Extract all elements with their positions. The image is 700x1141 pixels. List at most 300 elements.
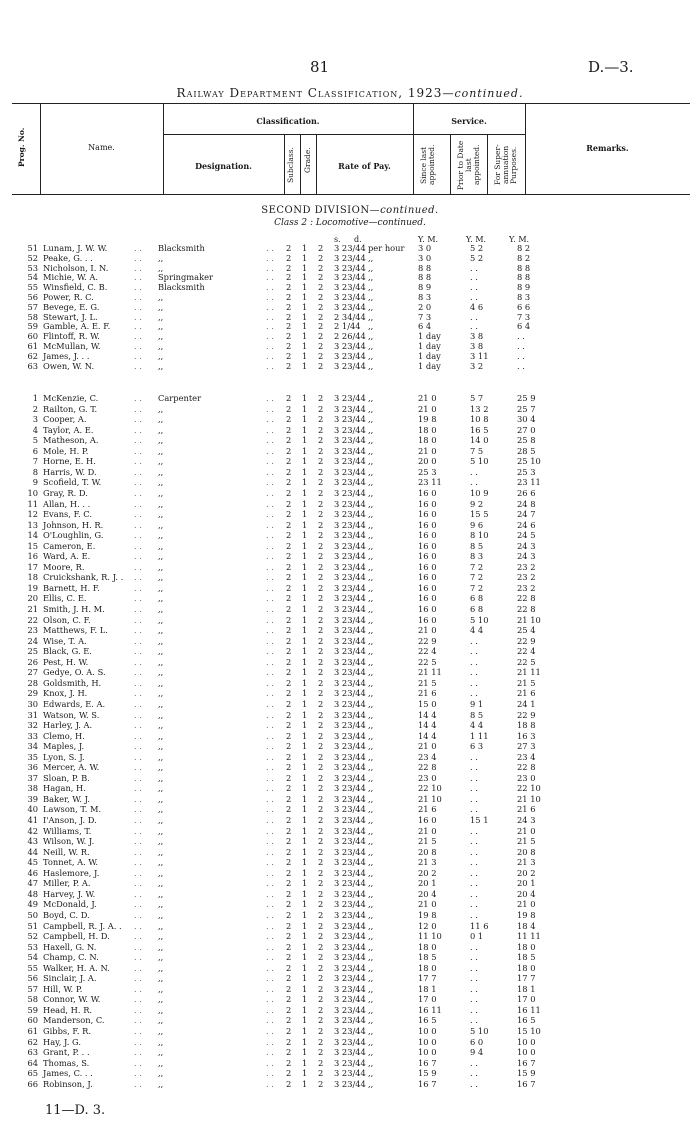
service-since-last: 16 0	[418, 593, 437, 604]
service-since-last: 10 0	[418, 1026, 437, 1036]
leader-dots: . .	[134, 751, 142, 762]
rate-pence: 3 23/44	[334, 762, 366, 773]
grade: 1	[302, 909, 308, 920]
staff-name: Railton, G. T.	[43, 403, 98, 414]
service-since-last: 8 3	[418, 292, 432, 302]
prog-number: 51	[27, 920, 38, 931]
designation: ,,	[158, 751, 164, 762]
service-superannuation: 20 2	[517, 867, 536, 878]
rate-unit: ,,	[368, 857, 374, 868]
rate-shillings: 2	[318, 857, 324, 868]
rate-unit: ,,	[368, 1026, 374, 1036]
rate-shillings: 2	[318, 614, 324, 625]
service-prior: 6 3	[470, 741, 484, 752]
service-superannuation: 22 9	[517, 709, 536, 720]
leader-dots: . .	[266, 272, 274, 283]
rate-shillings: 2	[318, 331, 324, 342]
rate-unit: ,,	[368, 540, 374, 551]
subclass: 2	[286, 625, 292, 636]
prog-number: 48	[27, 888, 38, 899]
table-row	[0, 615, 700, 625]
staff-name: Flintoff, R. W.	[43, 331, 100, 342]
designation: ,,	[158, 973, 164, 984]
table-row	[0, 253, 700, 263]
table-row	[0, 688, 700, 698]
service-prior: 8 3	[470, 551, 484, 562]
prog-number: 61	[27, 341, 38, 351]
staff-name: Hay, J. G.	[43, 1036, 81, 1047]
leader-dots: . .	[134, 252, 142, 263]
rate-pence: 3 23/44	[334, 983, 366, 994]
rate-shillings: 2	[318, 350, 324, 361]
service-superannuation: 23 2	[517, 582, 536, 593]
rate-pence: 3 23/44	[334, 836, 366, 847]
leader-dots: . .	[266, 815, 274, 825]
rate-unit: ,,	[368, 1015, 374, 1026]
rate-pence: 3 23/44	[334, 815, 366, 825]
service-since-last: 21 6	[418, 688, 437, 699]
staff-name: Haslemore, J.	[43, 867, 100, 878]
service-superannuation: 23 4	[517, 751, 536, 762]
leader-dots: . .	[266, 498, 274, 509]
subclass: 2	[286, 424, 292, 435]
table-row	[0, 994, 700, 1004]
subclass: 2	[286, 899, 292, 910]
grade: 1	[302, 572, 308, 583]
header-rule-bottom	[12, 194, 690, 195]
rate-unit: ,,	[368, 846, 374, 857]
rate-shillings: 2	[318, 667, 324, 678]
leader-dots: . .	[266, 698, 274, 709]
service-superannuation: 24 3	[517, 551, 536, 562]
subclass: 2	[286, 572, 292, 583]
service-prior: . .	[470, 846, 478, 857]
service-since-last: 18 1	[418, 983, 437, 994]
service-since-last: 23 4	[418, 751, 437, 762]
rate-shillings: 2	[318, 1047, 324, 1058]
leader-dots: . .	[134, 867, 142, 878]
subclass: 2	[286, 857, 292, 868]
grade: 1	[302, 878, 308, 889]
leader-dots: . .	[266, 973, 274, 984]
rate-pence: 3 23/44	[334, 1078, 366, 1089]
subclass: 2	[286, 466, 292, 477]
table-row	[0, 973, 700, 983]
prog-number: 6	[32, 445, 38, 456]
service-since-last: 17 0	[418, 994, 437, 1005]
rate-pence: 2 1/44	[334, 321, 361, 332]
rate-pence: 3 23/44	[334, 646, 366, 657]
leader-dots: . .	[134, 793, 142, 804]
service-since-last: 16 5	[418, 1015, 437, 1026]
staff-name: James, J. . .	[43, 350, 90, 361]
service-since-last: 10 0	[418, 1047, 437, 1058]
leader-dots: . .	[134, 836, 142, 847]
rate-pence: 3 23/44	[334, 846, 366, 857]
service-prior: . .	[470, 1004, 478, 1015]
service-prior: 5 10	[470, 456, 489, 467]
grade: 1	[302, 614, 308, 625]
service-since-last: 21 0	[418, 403, 437, 414]
rate-pence: 3 23/44	[334, 804, 366, 815]
leader-dots: . .	[266, 899, 274, 910]
prog-number: 11	[27, 498, 38, 509]
designation: ,,	[158, 1015, 164, 1026]
rate-shillings: 2	[318, 540, 324, 551]
grade: 1	[302, 498, 308, 509]
rate-pence: 3 23/44	[334, 667, 366, 678]
designation: ,,	[158, 360, 164, 371]
rate-unit: ,,	[368, 867, 374, 878]
designation: ,,	[158, 509, 164, 520]
designation: ,,	[158, 1078, 164, 1089]
rate-shillings: 2	[318, 688, 324, 699]
service-superannuation: 18 0	[517, 941, 536, 952]
service-superannuation: 22 9	[517, 635, 536, 646]
prog-number: 55	[27, 962, 38, 973]
service-prior: . .	[470, 772, 478, 783]
leader-dots: . .	[134, 952, 142, 963]
service-superannuation: 23 0	[517, 772, 536, 783]
service-superannuation: 18 4	[517, 920, 536, 931]
rate-pence: 3 23/44	[334, 272, 366, 283]
service-prior: . .	[470, 899, 478, 910]
prog-number: 46	[27, 867, 38, 878]
table-row	[0, 562, 700, 572]
service-superannuation: 20 4	[517, 888, 536, 899]
subclass: 2	[286, 477, 292, 488]
service-superannuation: 16 3	[517, 730, 536, 741]
rate-shillings: 2	[318, 952, 324, 963]
service-since-last: 18 0	[418, 962, 437, 973]
leader-dots: . .	[134, 466, 142, 477]
rate-unit: ,,	[368, 393, 374, 403]
service-since-last: 16 0	[418, 498, 437, 509]
grade: 1	[302, 466, 308, 477]
grade: 1	[302, 435, 308, 446]
rate-unit: ,,	[368, 1036, 374, 1047]
rate-unit: ,,	[368, 1068, 374, 1079]
designation: ,,	[158, 635, 164, 646]
leader-dots: . .	[134, 262, 142, 273]
service-superannuation: 16 7	[517, 1078, 536, 1089]
designation: ,,	[158, 1068, 164, 1079]
subclass: 2	[286, 646, 292, 657]
service-superannuation: 19 8	[517, 909, 536, 920]
grade: 1	[302, 321, 308, 332]
leader-dots: . .	[266, 360, 274, 371]
leader-dots: . .	[134, 572, 142, 583]
table-row	[0, 826, 700, 836]
prog-number: 50	[27, 909, 38, 920]
service-superannuation: 22 10	[517, 783, 541, 794]
table-row	[0, 583, 700, 593]
table-row	[0, 435, 700, 445]
leader-dots: . .	[266, 540, 274, 551]
staff-name: Cooper, A.	[43, 414, 87, 425]
table-row	[0, 1005, 700, 1015]
subclass: 2	[286, 272, 292, 283]
grade: 1	[302, 403, 308, 414]
subclass: 2	[286, 815, 292, 825]
service-superannuation: 25 9	[517, 393, 536, 403]
service-superannuation: 8 2	[517, 243, 531, 253]
shilling-unit: s.	[334, 235, 341, 244]
rate-pence: 3 23/44	[334, 793, 366, 804]
leader-dots: . .	[266, 1068, 274, 1079]
rate-pence: 3 23/44	[334, 540, 366, 551]
leader-dots: . .	[134, 540, 142, 551]
grade: 1	[302, 635, 308, 646]
prog-number: 7	[32, 456, 38, 467]
designation: ,,	[158, 1036, 164, 1047]
prog-number: 9	[32, 477, 38, 488]
table-row	[0, 1047, 700, 1057]
rate-unit: ,,	[368, 888, 374, 899]
table-row	[0, 804, 700, 814]
table-row	[0, 773, 700, 783]
designation: ,,	[158, 846, 164, 857]
service-prior: . .	[470, 1057, 478, 1068]
rate-unit: ,,	[368, 688, 374, 699]
leader-dots: . .	[134, 519, 142, 530]
staff-name: Gedye, O. A. S.	[43, 667, 106, 678]
staff-name: Peake, G. . .	[43, 252, 93, 263]
rate-shillings: 2	[318, 1036, 324, 1047]
rate-pence: 3 23/44	[334, 1047, 366, 1058]
service-since-last: 25 3	[418, 466, 437, 477]
rate-pence: 3 23/44	[334, 593, 366, 604]
grade: 1	[302, 561, 308, 572]
table-row	[0, 488, 700, 498]
prog-number: 32	[27, 720, 38, 731]
leader-dots: . .	[134, 783, 142, 794]
rate-pence: 3 23/44	[334, 973, 366, 984]
subclass: 2	[286, 793, 292, 804]
rate-pence: 3 23/44	[334, 720, 366, 731]
grade: 1	[302, 646, 308, 657]
rate-pence: 3 23/44	[334, 519, 366, 530]
service-since-last: 2 0	[418, 301, 432, 312]
rate-shillings: 2	[318, 301, 324, 312]
leader-dots: . .	[134, 909, 142, 920]
prog-number: 54	[27, 952, 38, 963]
leader-dots: . .	[134, 983, 142, 994]
service-prior: . .	[470, 477, 478, 488]
table-row	[0, 604, 700, 614]
subclass: 2	[286, 262, 292, 273]
prog-number: 5	[32, 435, 38, 446]
staff-name: Wilson, W. J.	[43, 836, 95, 847]
prog-number: 51	[27, 243, 38, 253]
designation: ,,	[158, 730, 164, 741]
leader-dots: . .	[266, 456, 274, 467]
grade: 1	[302, 350, 308, 361]
table-row	[0, 361, 700, 371]
leader-dots: . .	[266, 646, 274, 657]
rate-unit: ,,	[368, 625, 374, 636]
rate-shillings: 2	[318, 635, 324, 646]
rate-shillings: 2	[318, 311, 324, 322]
rate-pence: 3 23/44	[334, 614, 366, 625]
service-since-last: 22 10	[418, 783, 442, 794]
table-row	[0, 446, 700, 456]
subclass: 2	[286, 360, 292, 371]
service-superannuation: 22 8	[517, 604, 536, 614]
grade: 1	[302, 899, 308, 910]
service-superannuation: 21 6	[517, 804, 536, 815]
grade: 1	[302, 445, 308, 456]
prog-number: 4	[32, 424, 38, 435]
running-title-suffix: —continued.	[442, 87, 524, 100]
subclass: 2	[286, 1015, 292, 1026]
rate-pence: 3 23/44	[334, 909, 366, 920]
grade: 1	[302, 243, 308, 253]
grade: 1	[302, 677, 308, 688]
service-prior: 10 9	[470, 487, 489, 498]
leader-dots: . .	[134, 341, 142, 351]
rate-shillings: 2	[318, 262, 324, 273]
staff-name: O'Loughlin, G.	[43, 530, 104, 541]
staff-name: Champ, C. N.	[43, 952, 99, 963]
rate-pence: 3 23/44	[334, 456, 366, 467]
designation: ,,	[158, 804, 164, 815]
leader-dots: . .	[266, 262, 274, 273]
prog-number: 61	[27, 1026, 38, 1036]
grade: 1	[302, 477, 308, 488]
service-prior: 4 4	[470, 720, 484, 731]
designation: ,,	[158, 292, 164, 302]
leader-dots: . .	[266, 487, 274, 498]
table-row	[0, 836, 700, 846]
subclass: 2	[286, 846, 292, 857]
rate-unit: ,,	[368, 252, 374, 263]
subclass: 2	[286, 456, 292, 467]
prog-number: 44	[27, 846, 38, 857]
prog-number: 3	[32, 414, 38, 425]
subclass: 2	[286, 741, 292, 752]
service-superannuation: 24 1	[517, 698, 536, 709]
designation: ,,	[158, 466, 164, 477]
table-row	[0, 302, 700, 312]
rate-pence: 3 23/44	[334, 292, 366, 302]
grade: 1	[302, 292, 308, 302]
rate-shillings: 2	[318, 994, 324, 1005]
service-superannuation: . .	[517, 360, 525, 371]
grade: 1	[302, 331, 308, 342]
subclass: 2	[286, 751, 292, 762]
grade: 1	[302, 604, 308, 614]
subclass: 2	[286, 1004, 292, 1015]
prog-number: 56	[27, 973, 38, 984]
service-since-last: 18 5	[418, 952, 437, 963]
subclass: 2	[286, 1078, 292, 1089]
leader-dots: . .	[134, 709, 142, 720]
subclass: 2	[286, 772, 292, 783]
leader-dots: . .	[266, 730, 274, 741]
rate-unit: ,,	[368, 282, 374, 293]
service-since-last: 21 0	[418, 445, 437, 456]
rate-pence: 3 23/44	[334, 1057, 366, 1068]
leader-dots: . .	[266, 509, 274, 520]
service-superannuation: 21 11	[517, 667, 541, 678]
rate-unit: per hour	[368, 243, 405, 253]
rate-pence: 3 23/44	[334, 931, 366, 942]
years-months-unit: Y. M.	[418, 235, 439, 244]
rate-pence: 3 23/44	[334, 677, 366, 688]
leader-dots: . .	[134, 604, 142, 614]
service-prior: 16 5	[470, 424, 489, 435]
grade: 1	[302, 720, 308, 731]
service-prior: . .	[470, 1015, 478, 1026]
service-since-last: 17 7	[418, 973, 437, 984]
leader-dots: . .	[134, 551, 142, 562]
subclass: 2	[286, 720, 292, 731]
leader-dots: . .	[134, 625, 142, 636]
rate-unit: ,,	[368, 445, 374, 456]
table-row	[0, 878, 700, 888]
grade: 1	[302, 625, 308, 636]
rate-unit: ,,	[368, 604, 374, 614]
grade: 1	[302, 815, 308, 825]
prog-number: 56	[27, 292, 38, 302]
rate-pence: 3 23/44	[334, 1068, 366, 1079]
grade: 1	[302, 487, 308, 498]
service-since-last: 16 0	[418, 561, 437, 572]
grade: 1	[302, 804, 308, 815]
rate-unit: ,,	[368, 403, 374, 414]
rate-shillings: 2	[318, 498, 324, 509]
prog-number: 63	[27, 1047, 38, 1058]
subclass: 2	[286, 635, 292, 646]
service-prior: 4 4	[470, 625, 484, 636]
leader-dots: . .	[266, 793, 274, 804]
designation: ,,	[158, 252, 164, 263]
service-prior: 7 2	[470, 572, 484, 583]
subclass: 2	[286, 350, 292, 361]
rate-shillings: 2	[318, 1026, 324, 1036]
service-superannuation: 6 4	[517, 321, 531, 332]
service-since-last: 21 0	[418, 393, 437, 403]
rate-shillings: 2	[318, 435, 324, 446]
leader-dots: . .	[266, 393, 274, 403]
col-rule	[450, 134, 451, 194]
prog-number: 36	[27, 762, 38, 773]
rate-shillings: 2	[318, 551, 324, 562]
service-since-last: 21 0	[418, 825, 437, 836]
leader-dots: . .	[266, 941, 274, 952]
staff-name: I'Anson, J. D.	[43, 815, 97, 825]
leader-dots: . .	[134, 301, 142, 312]
leader-dots: . .	[266, 572, 274, 583]
designation: ,,	[158, 646, 164, 657]
grade: 1	[302, 424, 308, 435]
subclass: 2	[286, 730, 292, 741]
rate-unit: ,,	[368, 751, 374, 762]
rate-shillings: 2	[318, 772, 324, 783]
table-row	[0, 1026, 700, 1036]
table-row	[0, 984, 700, 994]
rate-pence: 3 23/44	[334, 498, 366, 509]
table-row	[0, 667, 700, 677]
service-prior: . .	[470, 656, 478, 667]
rate-pence: 3 23/44	[334, 424, 366, 435]
grade: 1	[302, 540, 308, 551]
grade: 1	[302, 593, 308, 604]
staff-name: Barnett, H. F.	[43, 582, 100, 593]
service-superannuation: 18 5	[517, 952, 536, 963]
staff-name: Cruickshank, R. J. .	[43, 572, 124, 583]
